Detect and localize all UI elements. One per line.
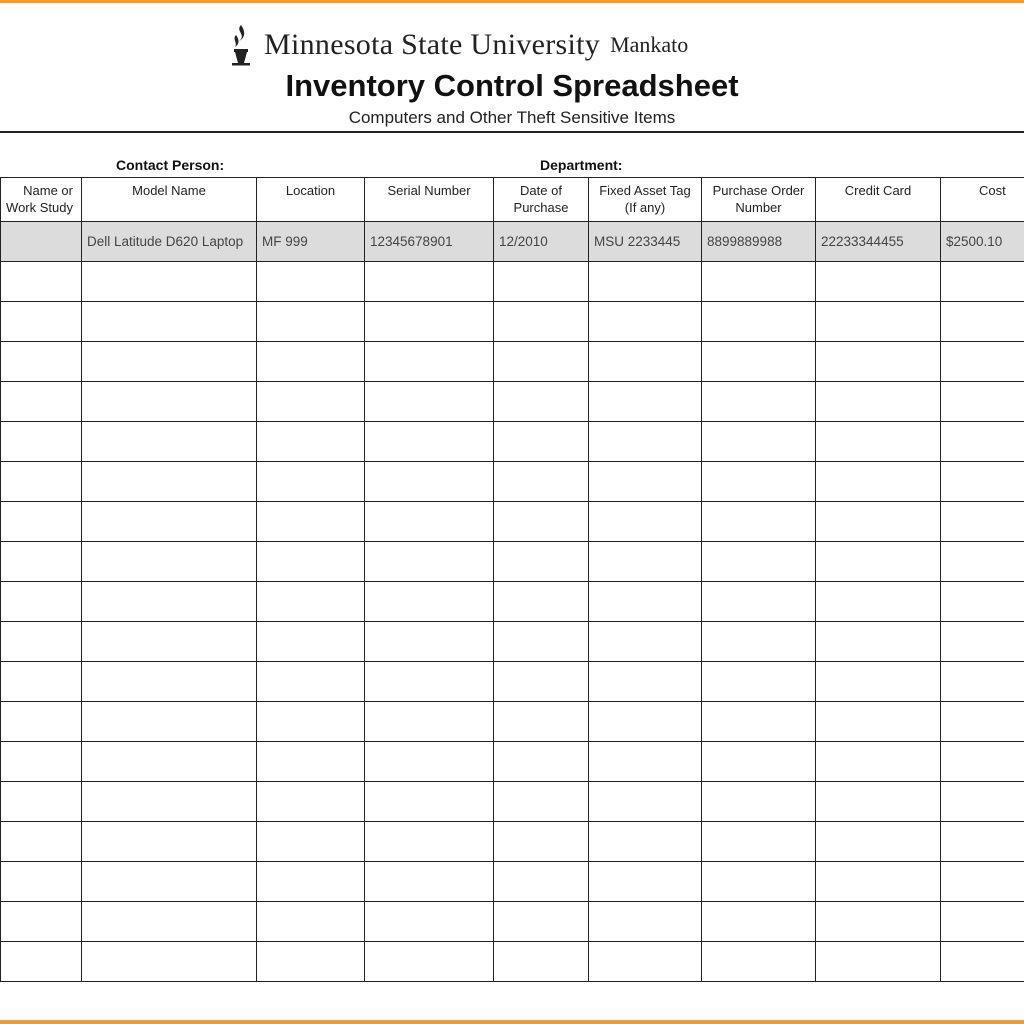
table-cell[interactable] bbox=[494, 742, 589, 782]
table-cell[interactable] bbox=[365, 702, 494, 742]
column-header-serial: Serial Number bbox=[365, 178, 494, 222]
table-cell[interactable] bbox=[365, 262, 494, 302]
table-cell[interactable] bbox=[257, 462, 365, 502]
table-cell[interactable] bbox=[257, 302, 365, 342]
table-cell[interactable] bbox=[941, 702, 1024, 742]
header-row bbox=[1, 178, 1024, 222]
column-header-model: Model Name bbox=[82, 178, 257, 222]
table-cell[interactable] bbox=[941, 582, 1024, 622]
table-cell[interactable] bbox=[365, 502, 494, 542]
table-cell[interactable] bbox=[82, 422, 257, 462]
sample-cell-serial[interactable]: 12345678901 bbox=[365, 222, 494, 262]
table-cell[interactable] bbox=[589, 782, 702, 822]
table-cell[interactable] bbox=[257, 382, 365, 422]
table-cell[interactable] bbox=[816, 262, 941, 302]
table-cell[interactable] bbox=[702, 902, 816, 942]
table-cell[interactable] bbox=[702, 822, 816, 862]
table-cell[interactable] bbox=[941, 742, 1024, 782]
table-cell[interactable] bbox=[816, 622, 941, 662]
table-cell[interactable] bbox=[257, 742, 365, 782]
table-cell[interactable] bbox=[941, 662, 1024, 702]
table-cell[interactable] bbox=[702, 582, 816, 622]
table-cell[interactable] bbox=[1, 782, 82, 822]
table-cell[interactable] bbox=[494, 902, 589, 942]
table-cell[interactable] bbox=[82, 702, 257, 742]
table-cell[interactable] bbox=[1, 382, 82, 422]
table-cell[interactable] bbox=[941, 822, 1024, 862]
table-cell[interactable] bbox=[257, 502, 365, 542]
table-cell[interactable] bbox=[494, 342, 589, 382]
table-cell[interactable] bbox=[941, 902, 1024, 942]
table-cell[interactable] bbox=[702, 502, 816, 542]
table-cell[interactable] bbox=[589, 462, 702, 502]
sample-cell-name[interactable] bbox=[1, 222, 82, 262]
university-logo-line bbox=[226, 22, 688, 68]
table-cell[interactable] bbox=[941, 502, 1024, 542]
table-cell[interactable] bbox=[589, 702, 702, 742]
table-cell[interactable] bbox=[365, 342, 494, 382]
column-header-asset-tag: Fixed Asset Tag (If any) bbox=[589, 178, 702, 222]
table-cell[interactable] bbox=[494, 702, 589, 742]
table-row bbox=[1, 622, 1024, 662]
table-cell[interactable] bbox=[589, 422, 702, 462]
table-row bbox=[1, 662, 1024, 702]
table-row bbox=[1, 742, 1024, 782]
table-cell[interactable] bbox=[816, 542, 941, 582]
table-cell[interactable] bbox=[494, 462, 589, 502]
table-cell[interactable] bbox=[702, 622, 816, 662]
table-cell[interactable] bbox=[257, 342, 365, 382]
table-row bbox=[1, 862, 1024, 902]
torch-icon bbox=[226, 23, 256, 67]
table-row bbox=[1, 542, 1024, 582]
table-cell[interactable] bbox=[941, 942, 1024, 982]
table-cell[interactable] bbox=[816, 942, 941, 982]
table-cell[interactable] bbox=[941, 302, 1024, 342]
column-header-po: Purchase Order Number bbox=[702, 178, 816, 222]
table-cell[interactable] bbox=[365, 382, 494, 422]
inventory-table bbox=[0, 177, 1024, 982]
sample-cell-cost[interactable]: $2500.10 bbox=[941, 222, 1024, 262]
university-name: Minnesota State University bbox=[264, 28, 601, 61]
table-cell[interactable] bbox=[816, 582, 941, 622]
table-cell[interactable] bbox=[257, 862, 365, 902]
table-cell[interactable] bbox=[82, 862, 257, 902]
table-cell[interactable] bbox=[816, 342, 941, 382]
table-cell[interactable] bbox=[941, 422, 1024, 462]
table-cell[interactable] bbox=[702, 302, 816, 342]
page-subtitle: Computers and Other Theft Sensitive Items bbox=[348, 108, 676, 127]
table-cell[interactable] bbox=[702, 782, 816, 822]
table-cell[interactable] bbox=[816, 702, 941, 742]
table-cell[interactable] bbox=[1, 622, 82, 662]
bottom-border bbox=[0, 1020, 1024, 1024]
table-cell[interactable] bbox=[1, 422, 82, 462]
table-cell[interactable] bbox=[589, 942, 702, 982]
table-row bbox=[1, 782, 1024, 822]
table-cell[interactable] bbox=[494, 262, 589, 302]
table-cell[interactable] bbox=[257, 582, 365, 622]
table-cell[interactable] bbox=[941, 462, 1024, 502]
table-cell[interactable] bbox=[82, 742, 257, 782]
sample-cell-date[interactable]: 12/2010 bbox=[494, 222, 589, 262]
table-cell[interactable] bbox=[82, 662, 257, 702]
table-cell[interactable] bbox=[816, 822, 941, 862]
table-cell[interactable] bbox=[702, 942, 816, 982]
table-cell[interactable] bbox=[702, 262, 816, 302]
table-cell[interactable] bbox=[494, 382, 589, 422]
table-cell[interactable] bbox=[816, 782, 941, 822]
table-cell[interactable] bbox=[1, 862, 82, 902]
table-row bbox=[1, 262, 1024, 302]
table-cell[interactable] bbox=[257, 902, 365, 942]
department-label: Department: bbox=[540, 157, 623, 173]
table-row bbox=[1, 902, 1024, 942]
table-cell[interactable] bbox=[494, 862, 589, 902]
table-cell[interactable] bbox=[494, 622, 589, 662]
table-cell[interactable] bbox=[1, 582, 82, 622]
table-cell[interactable] bbox=[494, 502, 589, 542]
table-cell[interactable] bbox=[82, 382, 257, 422]
table-cell[interactable] bbox=[816, 502, 941, 542]
table-cell[interactable] bbox=[702, 342, 816, 382]
table-cell[interactable] bbox=[1, 262, 82, 302]
table-cell[interactable] bbox=[257, 702, 365, 742]
table-row bbox=[1, 462, 1024, 502]
table-cell[interactable] bbox=[702, 422, 816, 462]
contact-person-label: Contact Person: bbox=[116, 157, 225, 173]
table-cell[interactable] bbox=[1, 302, 82, 342]
table-cell[interactable] bbox=[702, 382, 816, 422]
table-cell[interactable] bbox=[1, 342, 82, 382]
table-row bbox=[1, 302, 1024, 342]
table-cell[interactable] bbox=[494, 942, 589, 982]
table-cell[interactable] bbox=[82, 542, 257, 582]
table-cell[interactable] bbox=[589, 382, 702, 422]
table-cell[interactable] bbox=[1, 702, 82, 742]
table-row bbox=[1, 502, 1024, 542]
table-cell[interactable] bbox=[1, 902, 82, 942]
sample-cell-location[interactable]: MF 999 bbox=[257, 222, 365, 262]
table-row bbox=[1, 822, 1024, 862]
table-row bbox=[1, 422, 1024, 462]
column-header-credit-card: Credit Card bbox=[816, 178, 941, 222]
table-cell[interactable] bbox=[702, 462, 816, 502]
table-cell[interactable] bbox=[589, 502, 702, 542]
table-cell[interactable] bbox=[816, 662, 941, 702]
table-cell[interactable] bbox=[589, 902, 702, 942]
table-row bbox=[1, 702, 1024, 742]
sample-cell-model[interactable]: Dell Latitude D620 Laptop bbox=[82, 222, 257, 262]
table-cell[interactable] bbox=[365, 462, 494, 502]
table-row bbox=[1, 942, 1024, 982]
table-cell[interactable] bbox=[82, 462, 257, 502]
table-cell[interactable] bbox=[589, 542, 702, 582]
table-cell[interactable] bbox=[365, 422, 494, 462]
table-cell[interactable] bbox=[589, 262, 702, 302]
table-cell[interactable] bbox=[1, 742, 82, 782]
table-cell[interactable] bbox=[494, 542, 589, 582]
table-cell[interactable] bbox=[257, 422, 365, 462]
sample-cell-credit-card[interactable]: 22233344455 bbox=[816, 222, 941, 262]
table-cell[interactable] bbox=[82, 262, 257, 302]
table-cell[interactable] bbox=[82, 822, 257, 862]
table-cell[interactable] bbox=[494, 302, 589, 342]
table-cell[interactable] bbox=[82, 942, 257, 982]
column-header-cost: Cost bbox=[941, 178, 1024, 222]
table-cell[interactable] bbox=[365, 902, 494, 942]
table-cell[interactable] bbox=[82, 622, 257, 662]
table-cell[interactable] bbox=[82, 302, 257, 342]
table-cell[interactable] bbox=[257, 622, 365, 662]
table-cell[interactable] bbox=[365, 862, 494, 902]
table-cell[interactable] bbox=[589, 582, 702, 622]
column-header-date: Date of Purchase bbox=[494, 178, 589, 222]
table-cell[interactable] bbox=[365, 822, 494, 862]
table-cell[interactable] bbox=[816, 742, 941, 782]
table-cell[interactable] bbox=[365, 542, 494, 582]
table-cell[interactable] bbox=[816, 302, 941, 342]
table-cell[interactable] bbox=[365, 622, 494, 662]
table-cell[interactable] bbox=[816, 902, 941, 942]
table-cell[interactable] bbox=[82, 582, 257, 622]
table-cell[interactable] bbox=[941, 622, 1024, 662]
table-cell[interactable] bbox=[702, 542, 816, 582]
table-row bbox=[1, 582, 1024, 622]
table-cell[interactable] bbox=[702, 862, 816, 902]
sample-cell-asset-tag[interactable]: MSU 2233445 bbox=[589, 222, 702, 262]
table-cell[interactable] bbox=[702, 742, 816, 782]
table-cell[interactable] bbox=[494, 422, 589, 462]
table-cell[interactable] bbox=[82, 782, 257, 822]
table-cell[interactable] bbox=[365, 662, 494, 702]
table-cell[interactable] bbox=[589, 822, 702, 862]
table-cell[interactable] bbox=[494, 662, 589, 702]
table-cell[interactable] bbox=[702, 702, 816, 742]
table-cell[interactable] bbox=[589, 662, 702, 702]
table-cell[interactable] bbox=[365, 742, 494, 782]
table-cell[interactable] bbox=[257, 822, 365, 862]
document-header bbox=[0, 0, 1024, 132]
table-cell[interactable] bbox=[941, 262, 1024, 302]
table-cell[interactable] bbox=[589, 302, 702, 342]
table-cell[interactable] bbox=[1, 822, 82, 862]
table-cell[interactable] bbox=[816, 462, 941, 502]
university-campus: Mankato bbox=[610, 32, 689, 57]
table-cell[interactable] bbox=[257, 662, 365, 702]
table-cell[interactable] bbox=[257, 542, 365, 582]
page-title: Inventory Control Spreadsheet bbox=[285, 68, 739, 103]
table-cell[interactable] bbox=[365, 582, 494, 622]
table-cell[interactable] bbox=[941, 782, 1024, 822]
table-cell[interactable] bbox=[816, 862, 941, 902]
table-cell[interactable] bbox=[816, 382, 941, 422]
table-cell[interactable] bbox=[816, 422, 941, 462]
sample-cell-po[interactable]: 8899889988 bbox=[702, 222, 816, 262]
table-cell[interactable] bbox=[589, 862, 702, 902]
table-cell[interactable] bbox=[1, 462, 82, 502]
table-cell[interactable] bbox=[941, 542, 1024, 582]
header-divider bbox=[0, 131, 1024, 133]
table-cell[interactable] bbox=[941, 862, 1024, 902]
table-cell[interactable] bbox=[494, 582, 589, 622]
table-cell[interactable] bbox=[1, 662, 82, 702]
table-cell[interactable] bbox=[1, 942, 82, 982]
column-header-location: Location bbox=[257, 178, 365, 222]
table-cell[interactable] bbox=[589, 342, 702, 382]
table-cell[interactable] bbox=[702, 662, 816, 702]
table-cell[interactable] bbox=[589, 622, 702, 662]
table-cell[interactable] bbox=[589, 742, 702, 782]
table-row bbox=[1, 342, 1024, 382]
table-cell[interactable] bbox=[365, 302, 494, 342]
table-cell[interactable] bbox=[494, 782, 589, 822]
table-cell[interactable] bbox=[82, 502, 257, 542]
table-cell[interactable] bbox=[257, 262, 365, 302]
table-cell[interactable] bbox=[257, 782, 365, 822]
table-cell[interactable] bbox=[494, 822, 589, 862]
table-cell[interactable] bbox=[1, 502, 82, 542]
column-header-name: Name or Work Study bbox=[1, 178, 82, 222]
table-cell[interactable] bbox=[365, 942, 494, 982]
inventory-table-wrap bbox=[0, 177, 1024, 992]
table-row bbox=[1, 382, 1024, 422]
table-cell[interactable] bbox=[257, 942, 365, 982]
table-cell[interactable] bbox=[365, 782, 494, 822]
sample-row bbox=[1, 222, 1024, 262]
table-cell[interactable] bbox=[82, 902, 257, 942]
table-cell[interactable] bbox=[941, 382, 1024, 422]
table-cell[interactable] bbox=[82, 342, 257, 382]
table-cell[interactable] bbox=[941, 342, 1024, 382]
table-cell[interactable] bbox=[1, 542, 82, 582]
